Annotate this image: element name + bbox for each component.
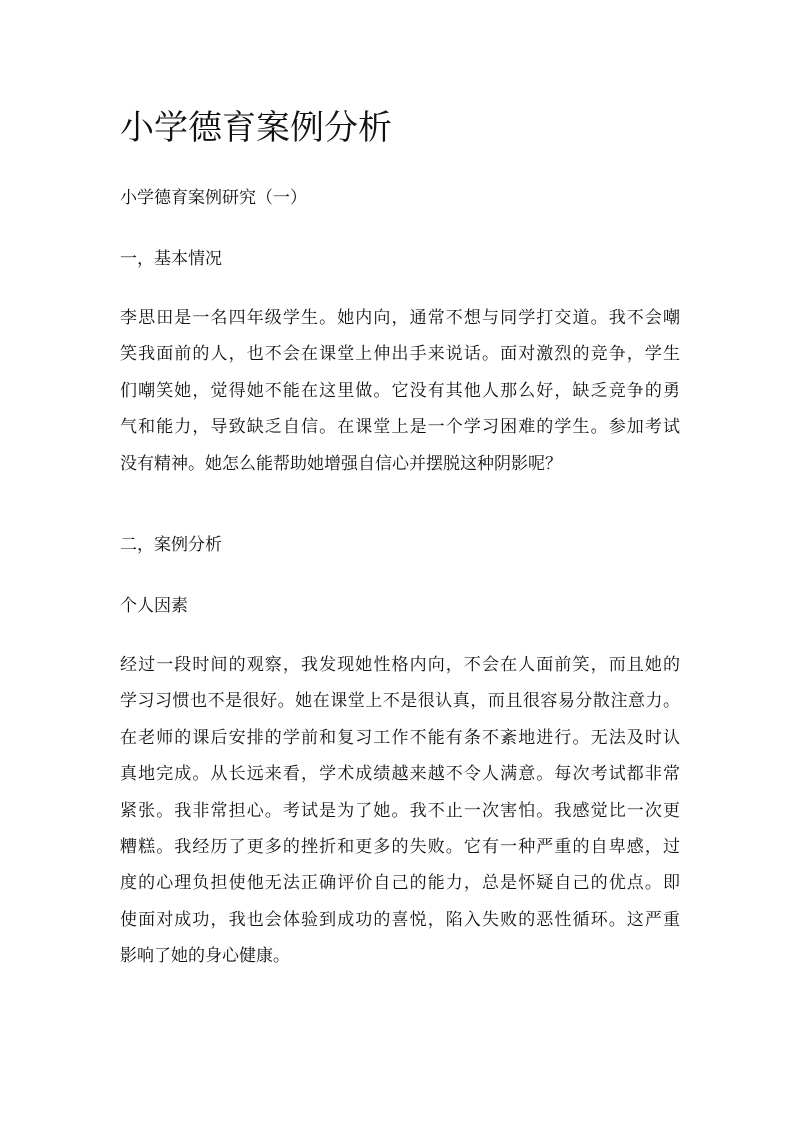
paragraph-personal-factors xyxy=(120,647,680,975)
section-heading-case-analysis: 二，案例分析 xyxy=(120,535,222,555)
paragraph-line: 气和能力，导致缺乏自信。在课堂上是一个学习困难的学生。参加考试 xyxy=(120,417,680,438)
document-title: 小学德育案例分析 xyxy=(120,108,392,148)
paragraph-line: 李思田是一名四年级学生。她内向，通常不想与同学打交道。我不会嘲 xyxy=(120,308,680,328)
paragraph-line: 影响了她的身心健康。 xyxy=(120,946,290,967)
paragraph-line: 度的心理负担使他无法正确评价自己的能力，总是怀疑自己的优点。即 xyxy=(120,873,680,894)
subheading-personal-factors: 个人因素 xyxy=(120,596,188,616)
paragraph-line: 真地完成。从长远来看，学术成绩越来越不令人满意。每次考试都非常 xyxy=(120,764,680,785)
paragraph-line: 糟糕。我经历了更多的挫折和更多的失败。它有一种严重的自卑感，过 xyxy=(120,837,680,858)
paragraph-line: 们嘲笑她，觉得她不能在这里做。它没有其他人那么好，缺乏竞争的勇 xyxy=(120,380,680,401)
paragraph-basic-situation xyxy=(120,300,680,482)
paragraph-line: 紧张。我非常担心。考试是为了她。我不止一次害怕。我感觉比一次更 xyxy=(120,800,680,821)
document-subtitle: 小学德育案例研究（一） xyxy=(120,188,307,208)
paragraph-line: 没有精神。她怎么能帮助她增强自信心并摆脱这种阴影呢？ xyxy=(120,453,562,474)
paragraph-line: 笑我面前的人，也不会在课堂上伸出手来说话。面对激烈的竞争，学生 xyxy=(120,344,680,365)
paragraph-line: 经过一段时间的观察，我发现她性格内向，不会在人面前笑，而且她的 xyxy=(120,655,680,675)
section-heading-basic-situation: 一，基本情况 xyxy=(120,249,222,269)
paragraph-line: 使面对成功，我也会体验到成功的喜悦，陷入失败的恶性循环。这严重 xyxy=(120,909,680,930)
paragraph-line: 在老师的课后安排的学前和复习工作不能有条不紊地进行。无法及时认 xyxy=(120,727,680,748)
paragraph-line: 学习习惯也不是很好。她在课堂上不是很认真，而且很容易分散注意力。 xyxy=(120,691,680,712)
